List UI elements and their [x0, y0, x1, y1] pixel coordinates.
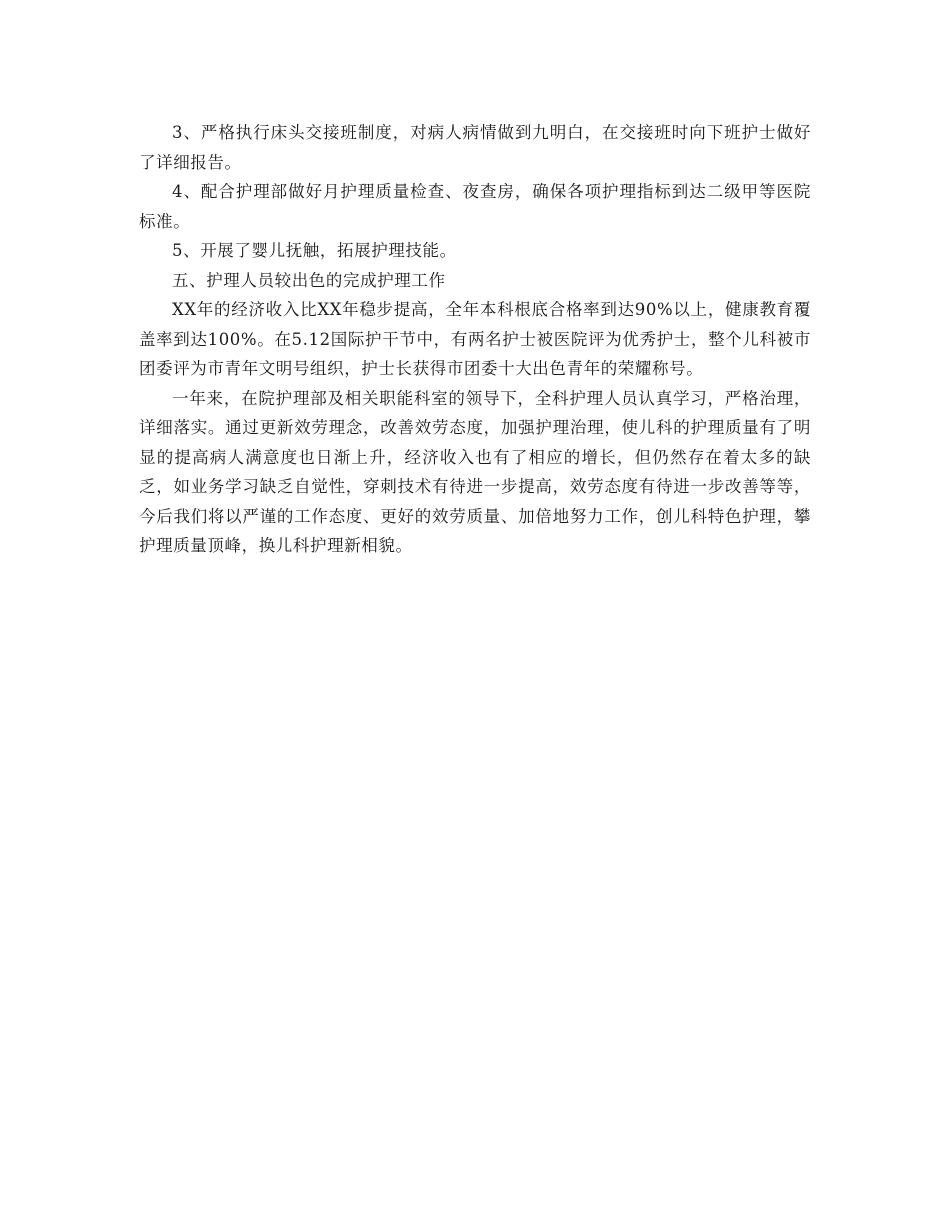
- document-body: [139, 118, 811, 561]
- section-heading-five: 五、护理人员较出色的完成护理工作: [172, 270, 446, 290]
- paragraph-year-review: 一年来，在院护理部及相关职能科室的领导下，全科护理人员认真学习，严格治理，详细落实。通过更新效劳理念，改善效劳态度，加强护理治理，使儿科的护理质量有了明显的提高病人满意度也日渐上升，经济收入也有了相应的增长，但仍然存在着太多的缺乏，如业务学习缺乏自觉性，穿刺技术有待进一步提高，效劳态度有待进一步改善等等，今后我们将以严谨的工作态度、更好的效劳质量、加倍地努力工作，创儿科特色护理，攀护理质量顶峰，换儿科护理新相貌。: [139, 388, 811, 555]
- paragraph-income-summary: XX年的经济收入比XX年稳步提高，全年本科根底合格率到达90%以上，健康教育覆盖率到达100%。在5.12国际护干节中，有两名护士被医院评为优秀护士，整个儿科被市团委评为市青年文明号组织，护士长获得市团委十大出色青年的荣耀称号。: [139, 300, 811, 378]
- paragraph-item-3: 3、严格执行床头交接班制度，对病人病情做到九明白，在交接班时向下班护士做好了详细报告。: [139, 123, 811, 172]
- paragraph-item-4: 4、配合护理部做好月护理质量检查、夜查房，确保各项护理指标到达二级甲等医院标准。: [139, 182, 811, 231]
- paragraph-item-5: 5、开展了婴儿抚触，拓展护理技能。: [172, 241, 457, 260]
